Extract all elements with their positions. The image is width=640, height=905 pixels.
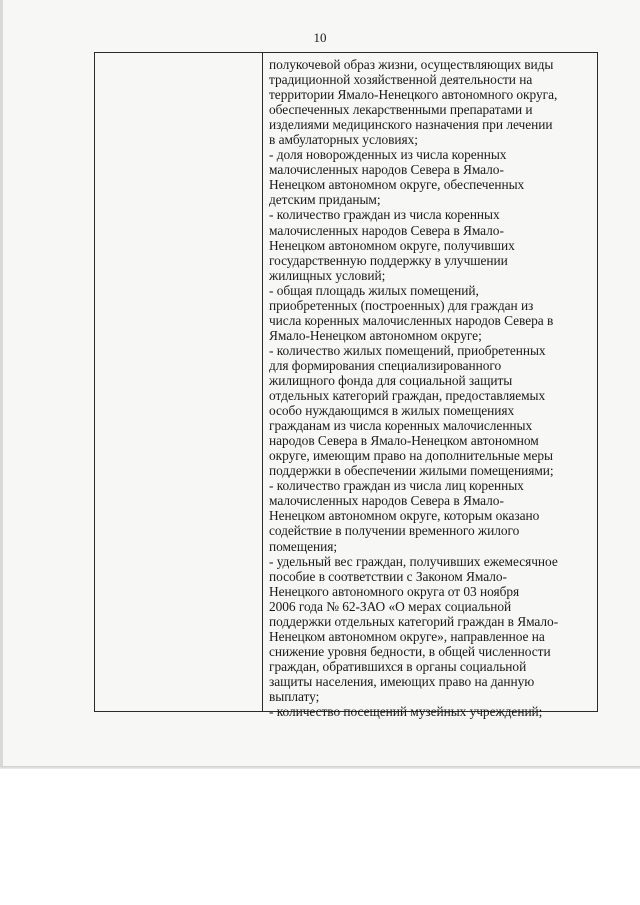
text-line: помещения; bbox=[269, 538, 337, 554]
text-line: в амбулаторных условиях; bbox=[269, 132, 418, 148]
text-line: пособие в соответствии с Законом Ямало- bbox=[269, 568, 507, 584]
text-line: детским приданым; bbox=[269, 192, 381, 208]
text-line: государственную поддержку в улучшении bbox=[269, 252, 508, 268]
text-line: особо нуждающимся в жилых помещениях bbox=[269, 403, 515, 419]
text-line: - количество посещений музейных учреждений; bbox=[269, 704, 543, 720]
text-line: Ненецком автономном округе», направленное на bbox=[269, 628, 545, 644]
text-line: Ненецком автономном округе, получивших bbox=[269, 237, 515, 253]
text-line: - количество жилых помещений, приобретенных bbox=[269, 342, 546, 358]
text-line: традиционной хозяйственной деятельности на bbox=[269, 72, 533, 88]
text-line: поддержки в обеспечении жилыми помещениями; bbox=[269, 463, 554, 479]
text-line: Ненецком автономном округе, которым оказано bbox=[269, 508, 540, 524]
text-line: числа коренных малочисленных народов Севера в bbox=[269, 312, 554, 328]
scan-shadow-left bbox=[0, 0, 3, 768]
text-line: полукочевой образ жизни, осуществляющих виды bbox=[269, 57, 554, 72]
indicators-table bbox=[94, 52, 598, 720]
text-line: приобретенных (построенных) для граждан из bbox=[269, 297, 534, 313]
text-line: изделиями медицинского назначения при лечении bbox=[269, 117, 553, 133]
table-right-cell bbox=[263, 53, 597, 720]
text-line: для формирования специализированного bbox=[269, 357, 502, 373]
text-line: 2006 года № 62-ЗАО «О мерах социальной bbox=[269, 598, 512, 614]
text-line: - количество граждан из числа коренных bbox=[269, 207, 500, 223]
text-line: выплату; bbox=[269, 688, 320, 704]
text-line: отдельных категорий граждан, предоставляемых bbox=[269, 388, 546, 404]
text-line: малочисленных народов Севера в Ямало- bbox=[269, 222, 504, 238]
text-line: Ненецкого автономного округа от 03 ноября bbox=[269, 583, 520, 599]
table-left-cell bbox=[95, 53, 263, 711]
text-line: - удельный вес граждан, получивших ежемесячное bbox=[269, 553, 558, 569]
text-line: граждан, обратившихся в органы социальной bbox=[269, 658, 527, 674]
text-line: поддержки отдельных категорий граждан в Ямало- bbox=[269, 613, 559, 629]
text-line: малочисленных народов Севера в Ямало- bbox=[269, 162, 504, 178]
text-line: малочисленных народов Севера в Ямало- bbox=[269, 493, 504, 509]
text-line: - количество граждан из числа лиц коренных bbox=[269, 478, 524, 494]
text-line: обеспеченных лекарственными препаратами и bbox=[269, 102, 533, 118]
scan-bottom-edge bbox=[0, 766, 640, 769]
text-line: округе, имеющим право на дополнительные меры bbox=[269, 448, 553, 464]
text-line: снижение уровня бедности, в общей численности bbox=[269, 643, 551, 659]
text-line: гражданам из числа коренных малочисленных bbox=[269, 418, 533, 434]
text-line: территории Ямало-Ненецкого автономного округа, bbox=[269, 87, 558, 103]
text-line: защиты населения, имеющих право на данную bbox=[269, 673, 535, 689]
text-line: содействие в получении временного жилого bbox=[269, 523, 520, 539]
text-line: Ненецком автономном округе, обеспеченных bbox=[269, 177, 525, 193]
text-line: - доля новорожденных из числа коренных bbox=[269, 147, 507, 163]
text-line: народов Севера в Ямало-Ненецком автономном bbox=[269, 433, 539, 449]
text-line: жилищного фонда для социальной защиты bbox=[269, 372, 513, 388]
text-line: Ямало-Ненецком автономном округе; bbox=[269, 327, 482, 343]
text-line: жилищных условий; bbox=[269, 267, 386, 283]
page-number: 10 bbox=[313, 30, 327, 45]
text-line: - общая площадь жилых помещений, bbox=[269, 282, 479, 298]
